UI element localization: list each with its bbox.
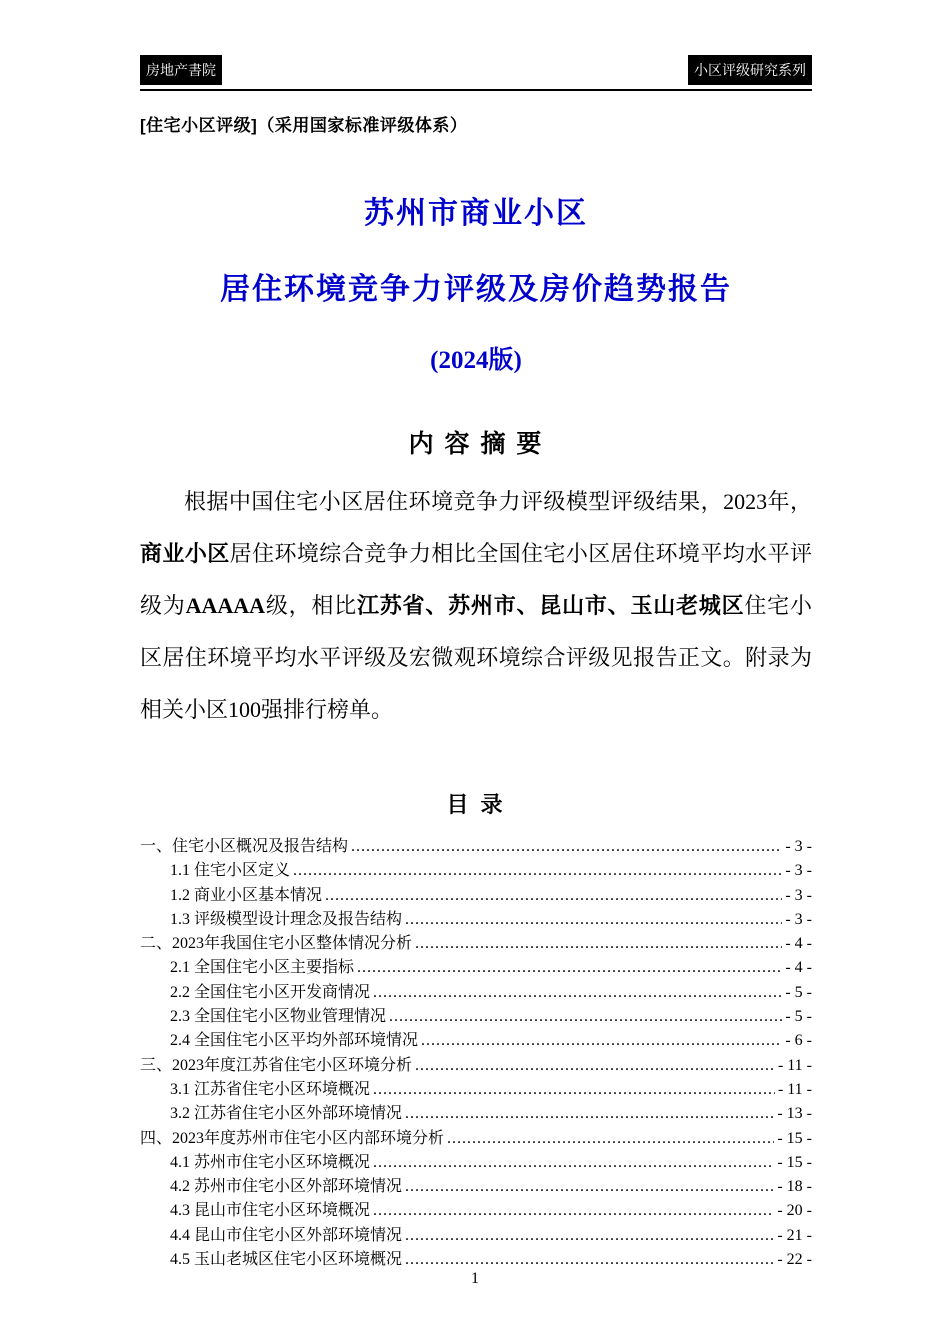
toc-item-page: - 18 - xyxy=(777,1178,812,1196)
abstract-segment: AAAAA xyxy=(185,593,266,618)
toc-item-page: - 5 - xyxy=(785,983,812,1001)
toc-item[interactable] xyxy=(140,1127,812,1151)
toc-dot-leader xyxy=(405,1102,774,1126)
toc-item-label: 4.4 昆山市住宅小区外部环境情况 xyxy=(170,1226,403,1244)
report-title-line1: 苏州市商业小区 xyxy=(364,197,588,230)
toc-item[interactable] xyxy=(140,1248,812,1272)
toc-item-label: 4.2 苏州市住宅小区外部环境情况 xyxy=(170,1178,403,1196)
toc-item-page: - 3 - xyxy=(785,838,812,855)
toc-item[interactable] xyxy=(140,981,812,1005)
toc-dot-leader xyxy=(373,981,782,1005)
report-title-line2: 居住环境竞争力评级及房价趋势报告 xyxy=(220,273,732,306)
toc-item-page: - 15 - xyxy=(777,1153,812,1171)
report-edition: (2024版) xyxy=(430,347,522,374)
toc-heading: 目 录 xyxy=(446,792,506,817)
abstract-paragraph xyxy=(140,476,812,736)
toc-item-page: - 11 - xyxy=(777,1080,812,1098)
toc-item[interactable] xyxy=(140,956,812,980)
toc-item-page: - 3 - xyxy=(785,886,812,904)
rating-system-note: [住宅小区评级]（采用国家标准评级体系） xyxy=(140,116,468,135)
toc-item-label: 4.3 昆山市住宅小区环境概况 xyxy=(170,1202,371,1220)
abstract-segment: 住宅小区居住环境平均水平评级及宏微观环境综合评级见报告正文。附录为相关小区100强排行榜单。 xyxy=(140,593,812,722)
toc-dot-leader xyxy=(405,1175,774,1199)
abstract-segment: 居住环境综合竞争力相比全国住宅小区居住环境平均水平评级为 xyxy=(140,541,812,618)
toc-item-label: 2.4 全国住宅小区平均外部环境情况 xyxy=(170,1032,419,1050)
toc-dot-leader xyxy=(405,1224,774,1248)
toc-item-page: - 22 - xyxy=(777,1251,812,1269)
toc-item-page: - 15 - xyxy=(777,1129,812,1147)
toc-dot-leader xyxy=(447,1127,774,1151)
document-header xyxy=(140,55,812,85)
toc-dot-leader xyxy=(421,1029,782,1053)
toc-item[interactable] xyxy=(140,1029,812,1053)
toc-item-label: 1.2 商业小区基本情况 xyxy=(170,886,323,904)
toc-item[interactable] xyxy=(140,1199,812,1223)
toc-item[interactable] xyxy=(140,1102,812,1126)
toc-item-page: - 3 - xyxy=(785,862,812,880)
title-block xyxy=(140,188,812,376)
toc-item[interactable] xyxy=(140,1175,812,1199)
abstract-heading: 内 容 摘 要 xyxy=(408,430,544,458)
toc-item-page: - 20 - xyxy=(777,1202,812,1220)
toc-dot-leader xyxy=(389,1005,782,1029)
toc-item-page: - 13 - xyxy=(777,1105,812,1123)
toc-item-page: - 6 - xyxy=(785,1032,812,1050)
toc-item[interactable] xyxy=(140,1054,812,1078)
toc-item-label: 二、2023年我国住宅小区整体情况分析 xyxy=(140,935,413,953)
toc-item-label: 3.2 江苏省住宅小区外部环境情况 xyxy=(170,1105,403,1123)
toc-item-page: - 4 - xyxy=(785,935,812,953)
toc-item[interactable] xyxy=(140,884,812,908)
toc-dot-leader xyxy=(373,1078,775,1102)
toc-list xyxy=(140,835,812,1272)
toc-item-label: 四、2023年度苏州市住宅小区内部环境分析 xyxy=(140,1129,445,1147)
toc-item-label: 一、住宅小区概况及报告结构 xyxy=(140,838,349,855)
publisher-label: 房地产書院 xyxy=(140,55,222,85)
toc-item-label: 1.3 评级模型设计理念及报告结构 xyxy=(170,910,403,928)
toc-item-label: 1.1 住宅小区定义 xyxy=(170,862,291,880)
toc-item-label: 2.1 全国住宅小区主要指标 xyxy=(170,959,355,977)
abstract-segment: 江苏省、苏州市、昆山市、玉山老城区 xyxy=(356,593,745,618)
toc-item-page: - 4 - xyxy=(785,959,812,977)
toc-dot-leader xyxy=(357,956,782,980)
toc-item-page: - 11 - xyxy=(777,1056,812,1074)
toc-item[interactable] xyxy=(140,1224,812,1248)
header-divider xyxy=(140,89,812,91)
toc-item[interactable] xyxy=(140,1078,812,1102)
toc-item-label: 三、2023年度江苏省住宅小区环境分析 xyxy=(140,1056,413,1074)
toc-item[interactable] xyxy=(140,1005,812,1029)
page-number: 1 xyxy=(471,1270,479,1287)
toc-item[interactable] xyxy=(140,908,812,932)
toc-dot-leader xyxy=(293,859,782,883)
series-label: 小区评级研究系列 xyxy=(688,55,812,85)
toc-item-label: 4.1 苏州市住宅小区环境概况 xyxy=(170,1153,371,1171)
toc-item[interactable] xyxy=(140,932,812,956)
toc-item[interactable] xyxy=(140,1151,812,1175)
toc-item[interactable] xyxy=(140,835,812,859)
toc-item-label: 3.1 江苏省住宅小区环境概况 xyxy=(170,1080,371,1098)
toc-item-label: 2.3 全国住宅小区物业管理情况 xyxy=(170,1008,387,1026)
toc-item-page: - 21 - xyxy=(777,1226,812,1244)
toc-item-label: 2.2 全国住宅小区开发商情况 xyxy=(170,983,371,1001)
abstract-segment: 根据中国住宅小区居住环境竞争力评级模型评级结果，2023年， xyxy=(184,489,812,514)
toc-item-page: - 5 - xyxy=(785,1008,812,1026)
toc-item-label: 4.5 玉山老城区住宅小区环境概况 xyxy=(170,1251,403,1269)
abstract-segment: 级，相比 xyxy=(265,593,357,618)
page-footer xyxy=(0,1270,950,1288)
toc-dot-leader xyxy=(325,884,782,908)
toc-dot-leader xyxy=(415,1054,775,1078)
toc-dot-leader xyxy=(405,1248,774,1272)
toc-dot-leader xyxy=(373,1151,774,1175)
toc-dot-leader xyxy=(405,908,782,932)
toc-dot-leader xyxy=(373,1199,774,1223)
toc-item-page: - 3 - xyxy=(785,910,812,928)
abstract-segment: 商业小区 xyxy=(140,541,230,566)
toc-dot-leader xyxy=(351,835,782,859)
toc-item[interactable] xyxy=(140,859,812,883)
toc-dot-leader xyxy=(415,932,782,956)
